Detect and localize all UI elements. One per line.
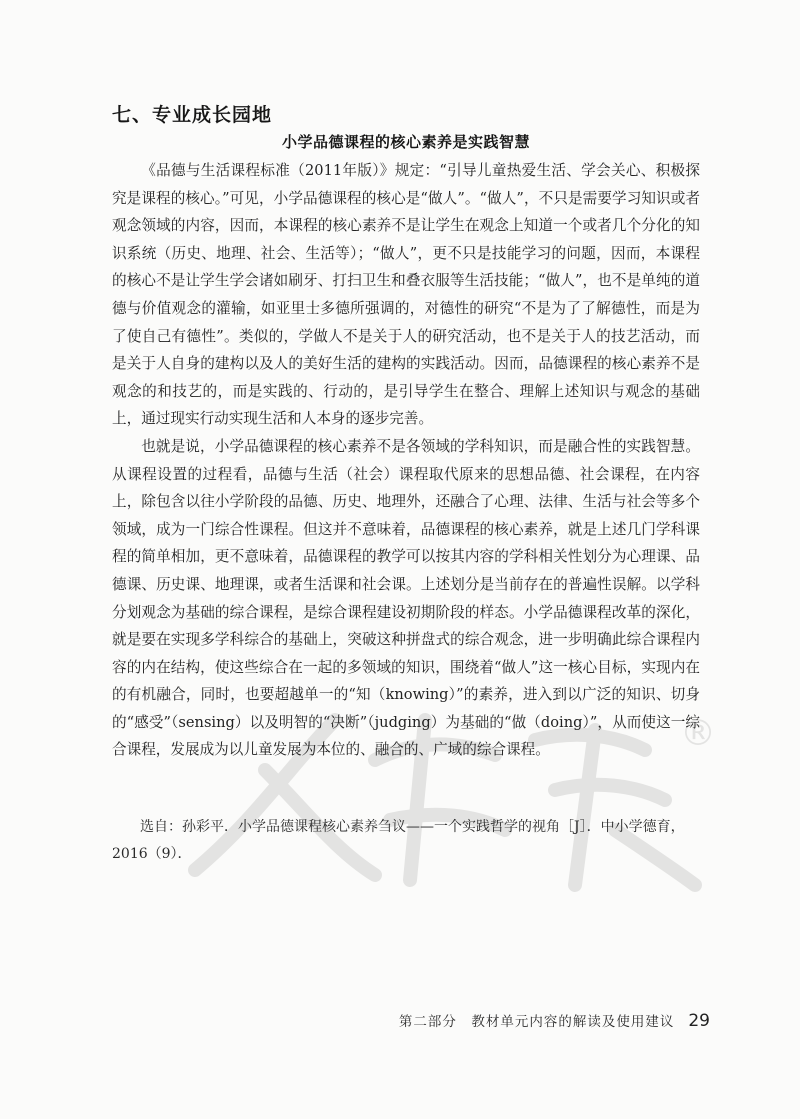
page-footer [399, 1010, 710, 1031]
page-number: 29 [688, 1011, 710, 1031]
section-heading: 七、专业成长园地 [112, 104, 273, 126]
registered-mark: ® [680, 713, 716, 754]
article-title: 小学品德课程的核心素养是实践智慧 [281, 133, 530, 151]
footer-section-text: 第二部分 教材单元内容的解读及使用建议 [398, 1014, 675, 1030]
article-body [112, 157, 700, 764]
paragraph: 也就是说，小学品德课程的核心素养不是各领域的学科知识，而是融合性的实践智慧。从课程设置的过程看，品德与生活（社会）课程取代原来的思想品德、社会课程，在内容上，除包含以往小学阶段的品德、历史、地理外，还融合了心理、法律、生活与社会等多个领域，成为一门综合性课程。但这并不意味着，品德课程的核心素养，就是上述几门学科课程的简单相加，更不意味着，品德课程的教学可以按其内容的学科相关性划分为心理课、品德课、历史课、地理课，或者生活课和社会课。上述划分是当前存在的普遍性误解。以学科分划观念为基础的综合课程，是综合课程建设初期阶段的样态。小学品德课程改革的深化，就是要在实现多学科综合的基础上，突破这种拼盘式的综合观念，进一步明确此综合课程内容的内在结构，使这些综合在一起的多领域的知识，围绕着“做人”这一核心目标，实现内在的有机融合，同时，也要超越单一的“知（knowing）”的素养，进入到以广泛的知识、切身的“感受”（sensing）以及明智的“决断”（judging）为基础的“做（doing）”，从而使这一综合课程，发展成为以儿童发展为本位的、融合的、广域的综合课程。 [112, 437, 700, 759]
citation: 选自：孙彩平．小学品德课程核心素养刍议——一个实践哲学的视角［J］．中小学德育，2016（9）． [112, 819, 685, 862]
paragraph: 《品德与生活课程标准（2011年版）》规定：“引导儿童热爱生活、学会关心、积极探究是课程的核心。”可见，小学品德课程的核心是“做人”。“做人”，不只是需要学习知识或者观念领域的内容，因而，本课程的核心素养不是让学生在观念上知道一个或者几个分化的知识系统（历史、地理、社会、生活等）；“做人”，更不只是技能学习的问题，因而，本课程的核心不是让学生学会诸如刷牙、打扫卫生和叠衣服等生活技能；“做人”，也不是单纯的道德与价值观念的灌输，如亚里士多德所强调的，对德性的研究“不是为了了解德性，而是为了使自己有德性”。类似的，学做人不是关于人的研究活动，也不是关于人的技艺活动，而是关于人自身的建构以及人的美好生活的建构的实践活动。因而，品德课程的核心素养不是观念的和技艺的，而是实践的、行动的，是引导学生在整合、理解上述知识与观念的基础上，通过现实行动实现生活和人本身的逐步完善。 [112, 162, 700, 428]
